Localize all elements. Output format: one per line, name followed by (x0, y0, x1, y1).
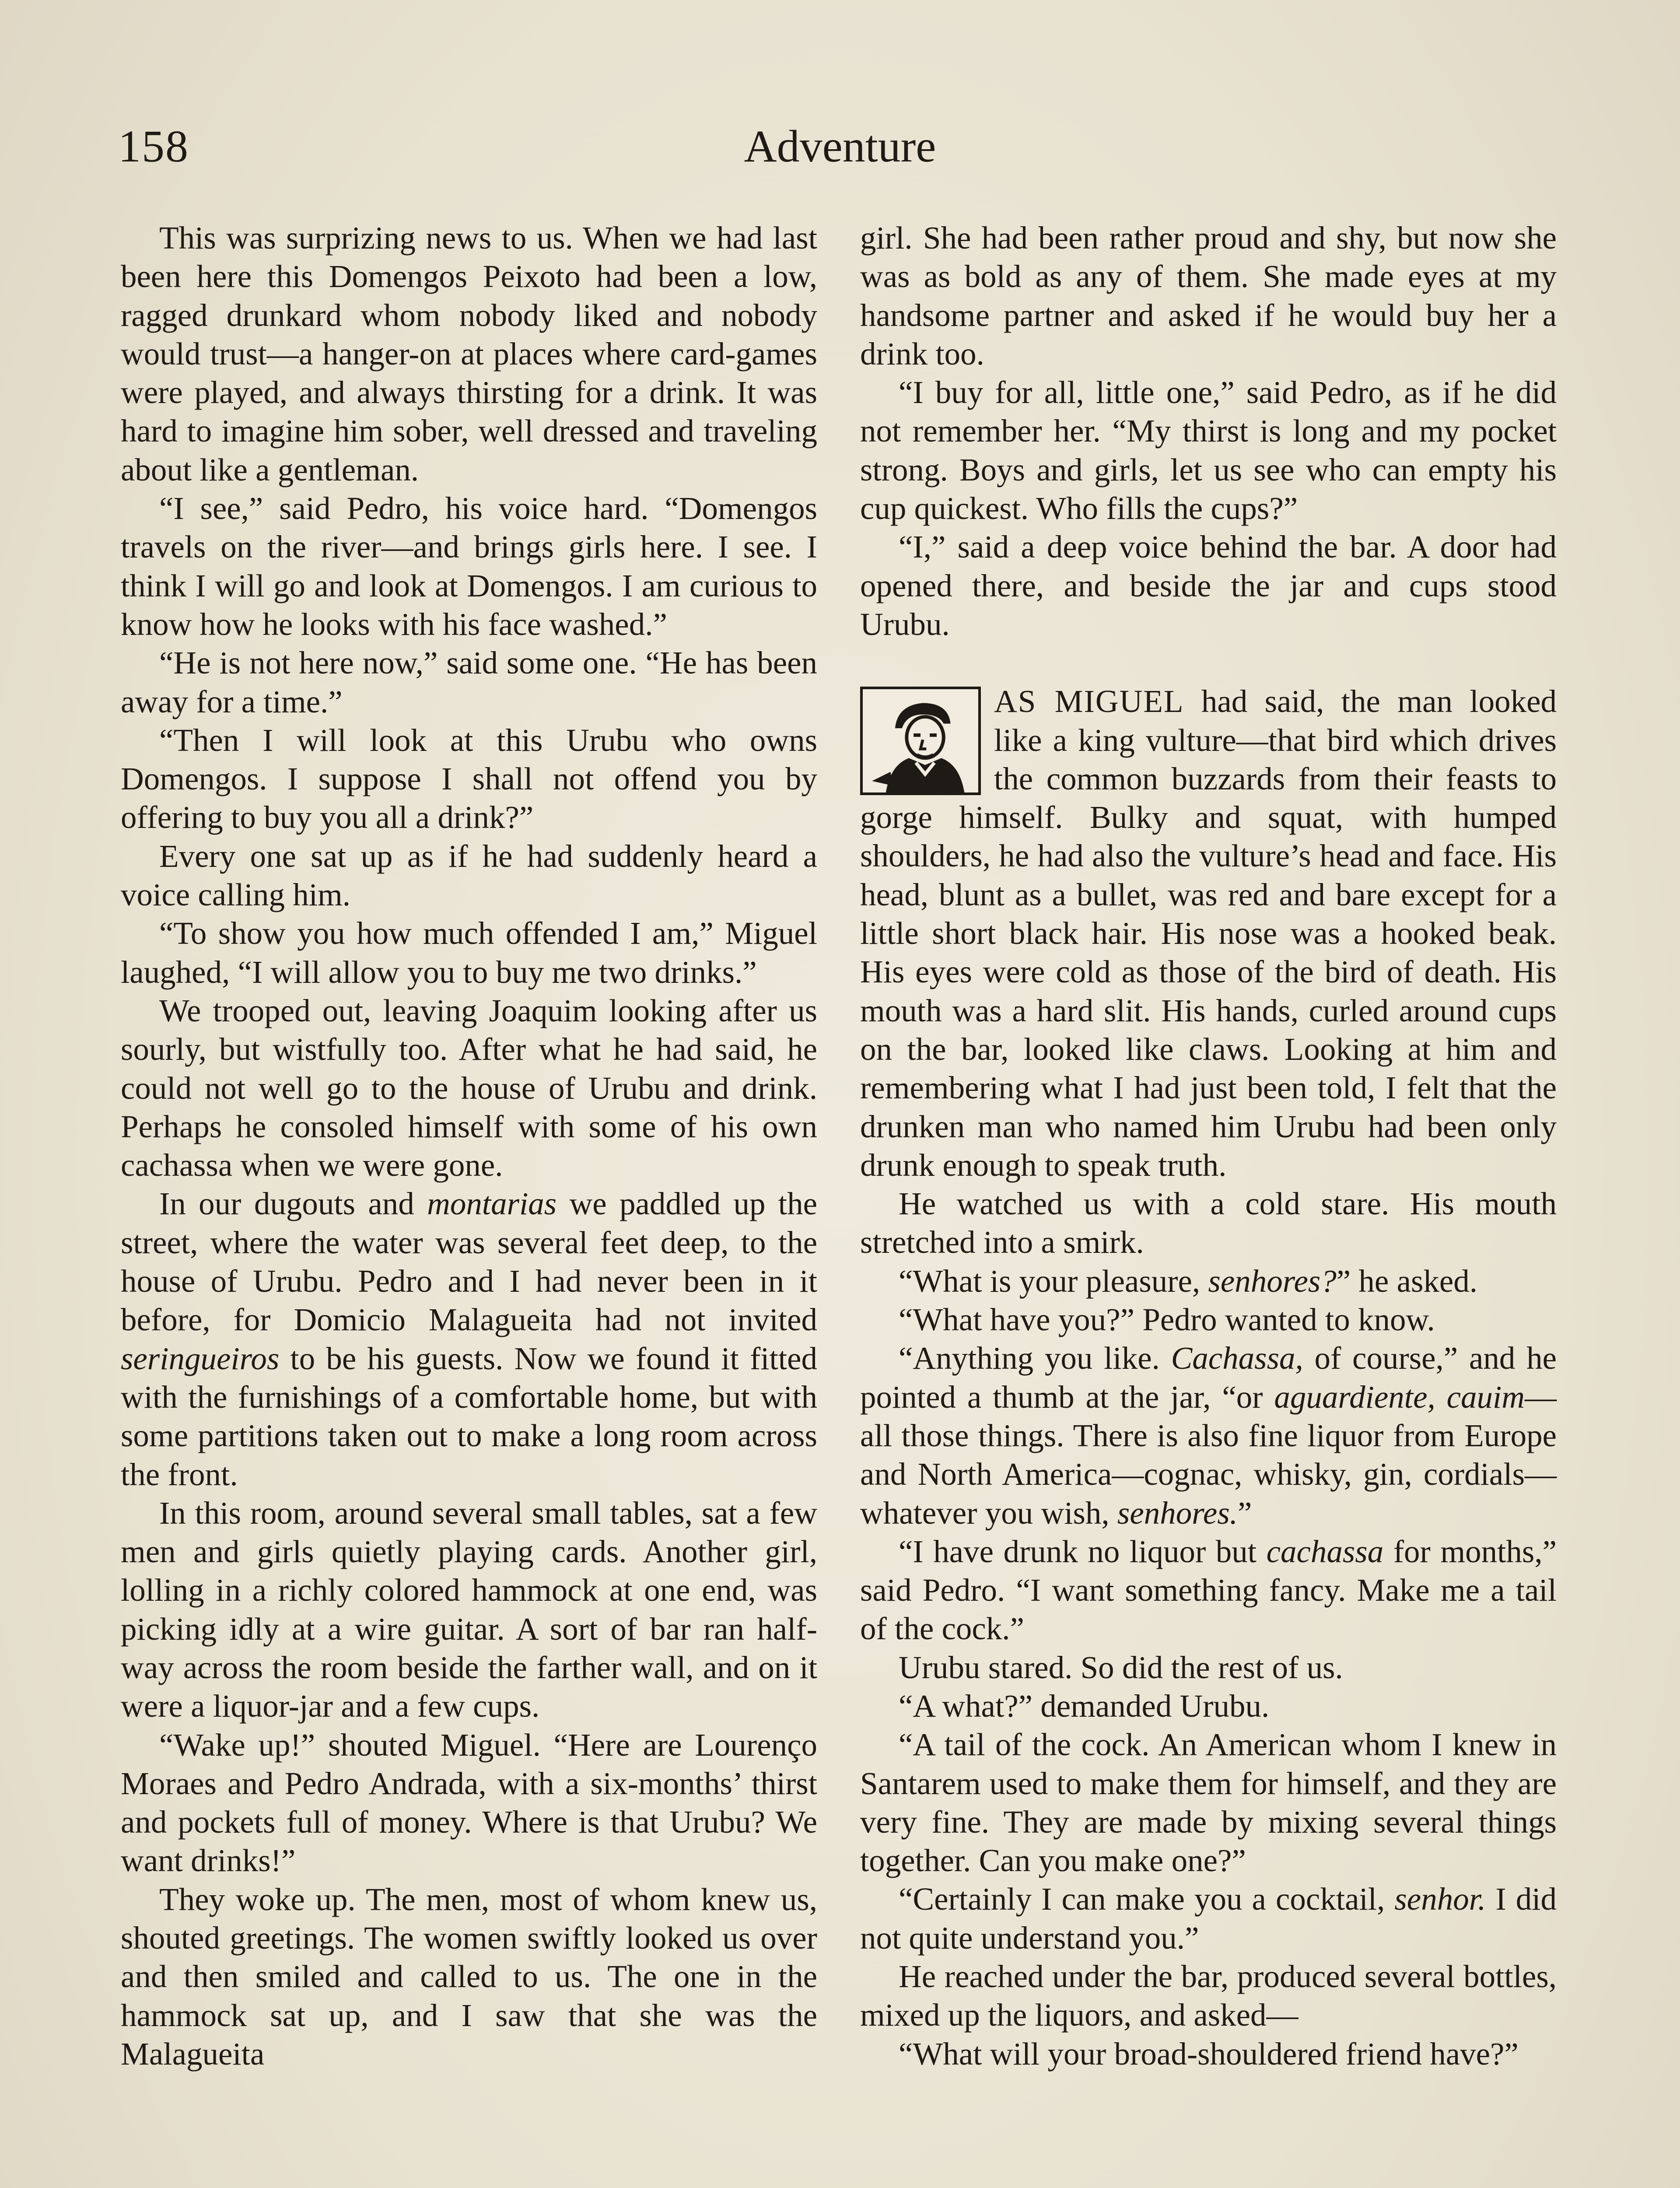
page-header (118, 118, 1562, 184)
italic-term: seringueiros (121, 1340, 280, 1376)
italic-term: senhores? (1208, 1263, 1337, 1299)
text-run: —all those things. There is also fine liquor from Europe and North America—cognac, whisky, gin, cordials—whatever you wish, (860, 1379, 1557, 1531)
italic-term: Cachassa, (1171, 1340, 1303, 1376)
paragraph: “To show you how much offended I am,” Miguel laughed, “I will allow you to buy me two drinks.” (121, 915, 817, 990)
italic-term: montarias (427, 1186, 557, 1222)
italic-term: senhor. (1394, 1881, 1486, 1917)
vignette-portrait-icon (860, 687, 981, 795)
paragraph: This was surprizing news to us. When we had last been here this Domengos Peixoto had been a low, ragged drunkard whom nobody liked and nobody would trust—a hanger-on at places where card-games were played, and always thirsting for a drink. It was hard to imagine him sober, well dressed and traveling about like a gentleman. (121, 220, 817, 487)
text-run: we paddled up the street, where the water was several feet deep, to the house of Urubu. Pedro and I had never been in it before, for Domicio Malagueita had not invited (121, 1186, 817, 1338)
paragraph: girl. She had been rather proud and shy, but now she was as bold as any of them. She made eyes at my handsome partner and asked if he would buy her a drink too. (860, 220, 1557, 372)
text-run: We trooped out, leaving Joaquim looking after us sourly, but wistfully too. After what he had said, he could not well go to the house of Urubu and drink. Perhaps he consoled himself with some of his own cachassa when we were gone. (121, 992, 817, 1183)
running-head: Adventure (744, 121, 936, 172)
paragraph (121, 1185, 817, 1494)
paragraph: “Then I will look at this Urubu who owns Domengos. I suppose I shall not offend you by offering to buy you all a drink?” (121, 722, 817, 835)
paragraph (860, 1339, 1557, 1532)
text-run: to be his guests. Now we found it fitted with the furnishings of a comfortable home, but with some partitions taken out to make a long room across the front. (121, 1340, 817, 1492)
right-column (860, 219, 1557, 2073)
paragraph: Every one sat up as if he had suddenly heard a voice calling him. (121, 838, 817, 913)
text-run: ” (1238, 1495, 1252, 1531)
paragraph: In this room, around several small tables, sat a few men and girls quietly playing cards. Another girl, lolling in a richly colored hammock at one end, was picking idly at a wire guitar. A sort of bar ran half-way across the room beside the farther wall, and on it were a liquor-jar and a few cups. (121, 1495, 817, 1724)
left-column (121, 219, 817, 2073)
paragraph: “I see,” said Pedro, his voice hard. “Domengos travels on the river—and brings girls here. I see. I think I will go and look at Domengos. I am curious to know how he looks with his face washed.” (121, 491, 817, 642)
paragraph: “Wake up!” shouted Miguel. “Here are Lourenço Moraes and Pedro Andrada, with a six-months’ thirst and pockets full of money. Where is that Urubu? We want drinks!” (121, 1727, 817, 1879)
text-run: “Certainly I can make you a cocktail, (899, 1881, 1395, 1917)
text-run: “I have drunk no liquor but (899, 1533, 1267, 1569)
text-run: “What is your pleasure, (899, 1263, 1208, 1299)
text-run: for months,” said Pedro. “I want something fancy. Make me a tail of the cock.” (860, 1533, 1557, 1647)
paragraph: He reached under the bar, produced several bottles, mixed up the liquors, and asked— (860, 1959, 1557, 2033)
paragraph (860, 1532, 1557, 1648)
italic-term: senhores. (1117, 1495, 1238, 1531)
text-run: I did not quite understand you.” (860, 1881, 1557, 1956)
section-lead-in: AS MIGUEL (994, 684, 1184, 719)
paragraph: “A what?” demanded Urubu. (899, 1688, 1270, 1724)
text-run: had said, the man looked like a king vulture—that bird which drives the common buzzards from their feasts to gorge himself. Bulky and squat, with humped shoulders, he had also the vulture’s head and face. His head, blunt as a bullet, was red and bare except for a little short black hair. His nose was a hooked beak. His eyes were cold as those of the bird of death. His mouth was a hard slit. His hands, curled around cups on the bar, looked like claws. Looking at him and remembering what I had just been told, I felt that the drunken man who named him Urubu had been only drunk enough to speak truth. (860, 684, 1557, 1183)
paragraph (860, 1880, 1557, 1957)
paragraph: “I,” said a deep voice behind the bar. A door had opened there, and beside the jar and cups stood Urubu. (860, 529, 1557, 642)
paragraph: “What have you?” Pedro wanted to know. (899, 1302, 1435, 1338)
text-run: “Anything you like. (899, 1340, 1171, 1376)
section-opening-paragraph (860, 682, 1557, 1185)
paragraph: “What will your broad-shouldered friend have?” (899, 2036, 1519, 2072)
text-run: of course,” and he pointed a thumb at the jar, “or (860, 1340, 1557, 1415)
paragraph: He watched us with a cold stare. His mouth stretched into a smirk. (860, 1186, 1557, 1260)
paragraph: “I buy for all, little one,” said Pedro, as if he did not remember her. “My thirst is long and my pocket strong. Boys and girls, let us see who can empty his cup quickest. Who fills the cups?” (860, 375, 1557, 526)
text-run: ” he asked. (1336, 1263, 1478, 1299)
paragraph: Urubu stared. So did the rest of us. (899, 1649, 1343, 1685)
paragraph: “He is not here now,” said some one. “He has been away for a time.” (121, 645, 817, 719)
paragraph: “A tail of the cock. An American whom I knew in Santarem used to make them for himself, and they are very fine. They are made by mixing several things together. Can you make one?” (860, 1727, 1557, 1879)
paragraph (860, 1262, 1557, 1301)
italic-term: aguardiente, cauim (1274, 1379, 1525, 1415)
page-number: 158 (118, 121, 189, 172)
italic-term: cachassa (1266, 1533, 1384, 1569)
text-run: In our dugouts and (159, 1186, 427, 1222)
paragraph: They woke up. The men, most of whom knew us, shouted greetings. The women swiftly looked us over and then smiled and called to us. The one in the hammock sat up, and I saw that she was the Malagueita (121, 1881, 817, 2072)
paragraph (121, 992, 817, 1185)
